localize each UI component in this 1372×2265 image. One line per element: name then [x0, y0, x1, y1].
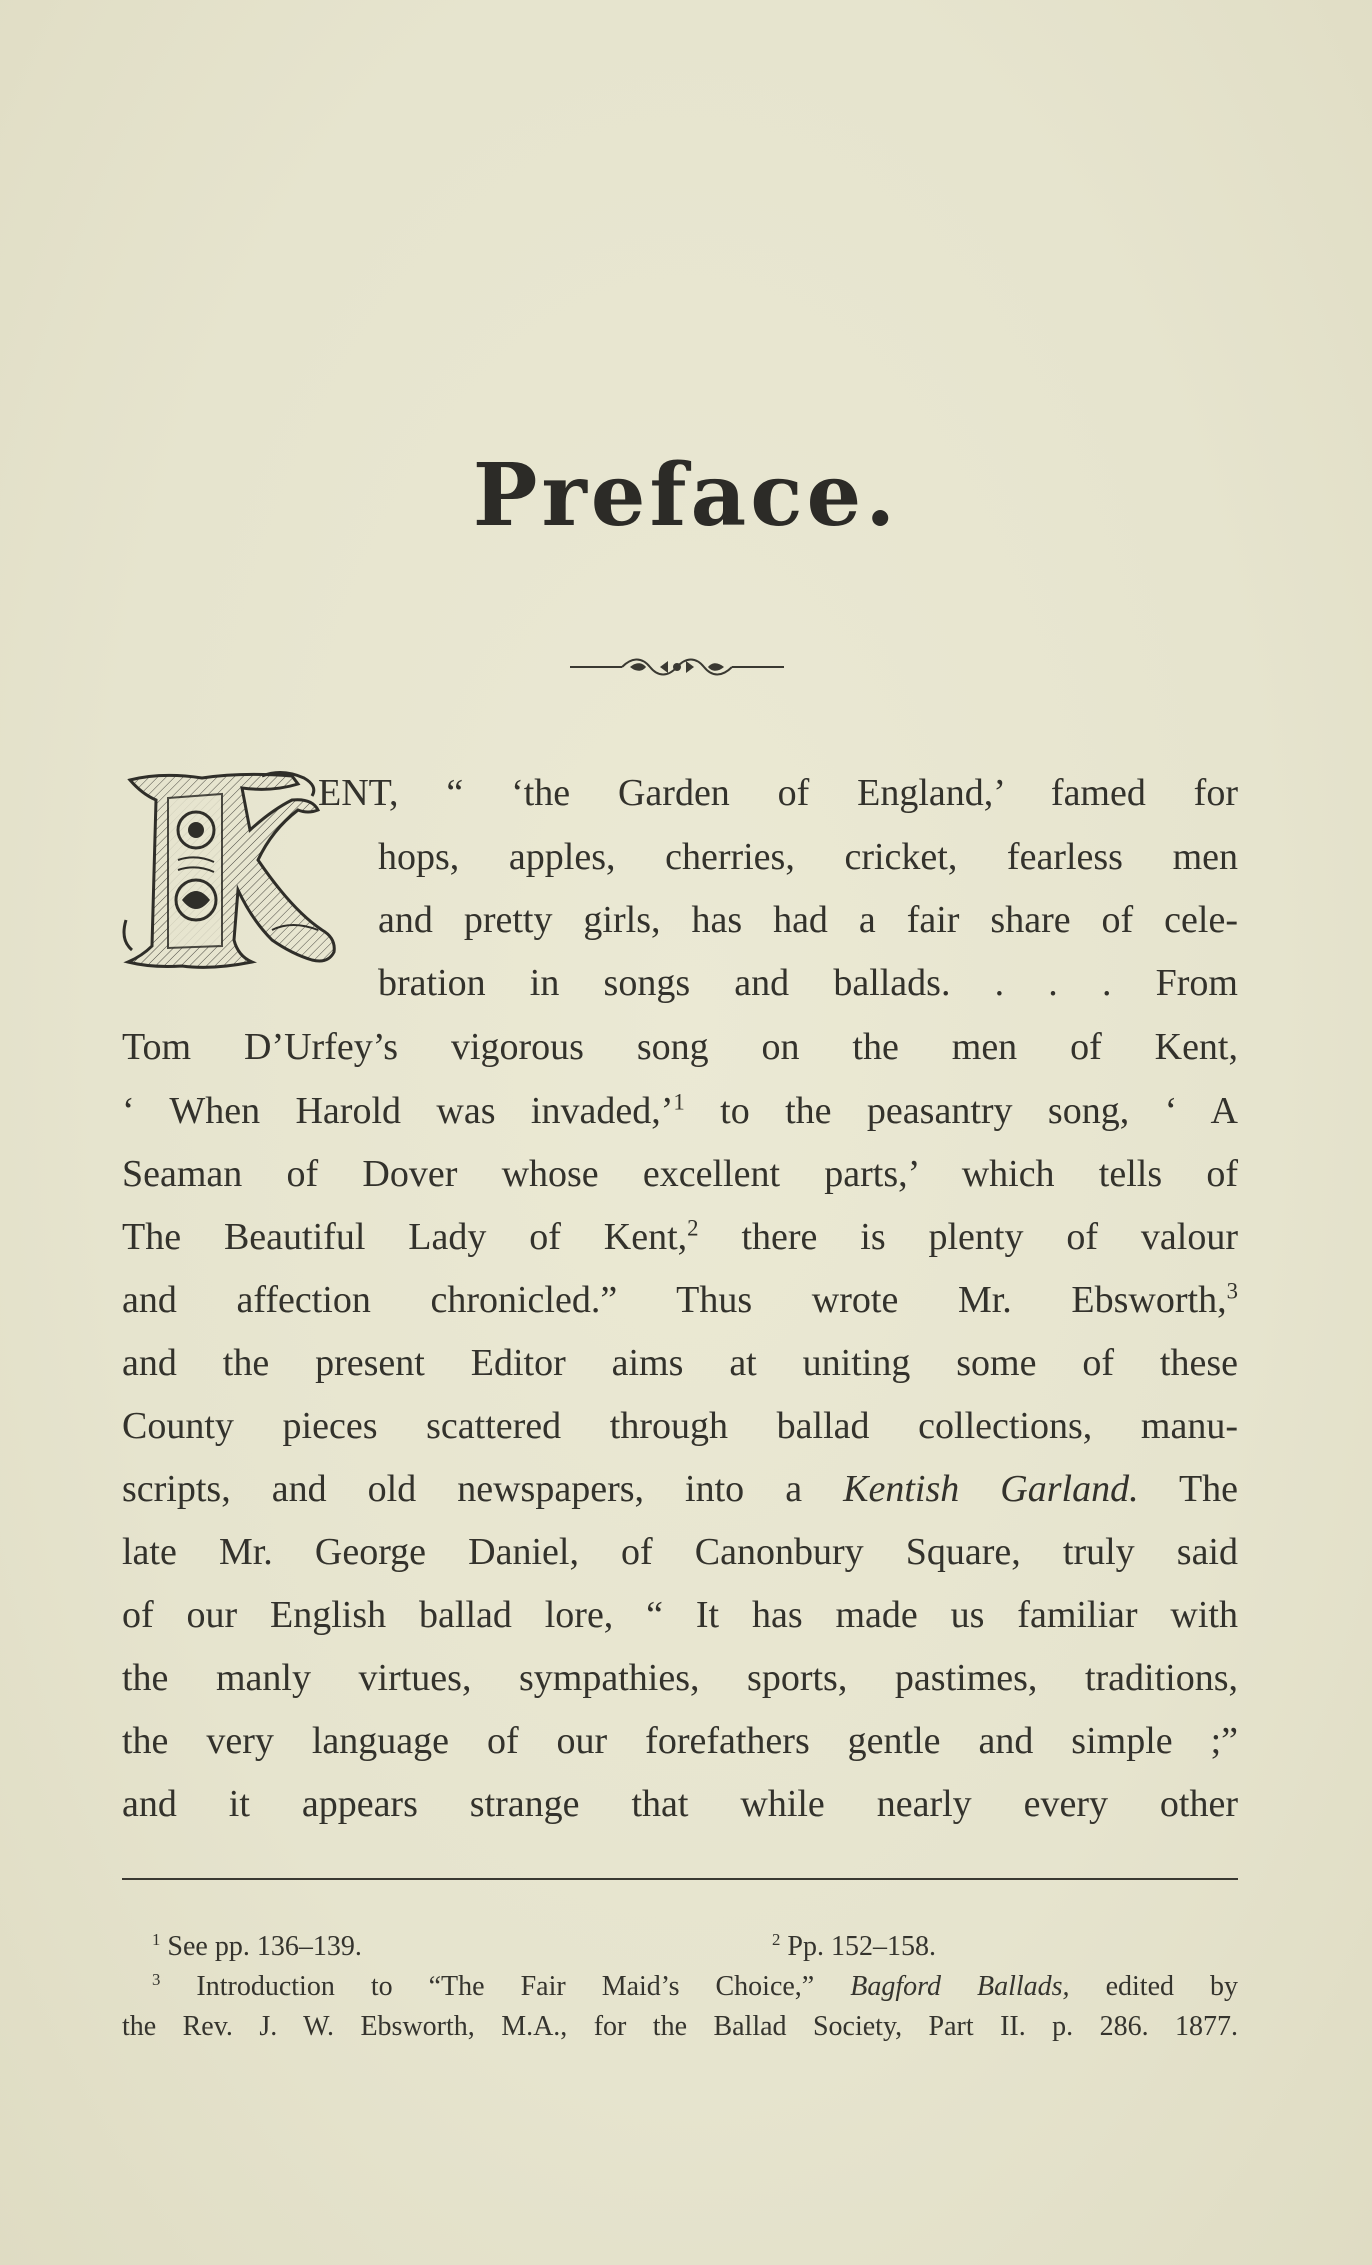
text-line: hops, apples, cherries, cricket, fearless men: [378, 836, 1238, 878]
footnote-text: edited by: [1105, 1971, 1239, 2002]
text-segment: and affection chronicled.” Thus wrote Mr. Ebsworth,: [122, 1279, 1227, 1321]
footnote-3: [152, 1968, 1238, 2006]
text-segment: there is plenty of valour: [741, 1216, 1238, 1258]
footnote-mark: 3: [152, 1969, 161, 1989]
footnote-2: [772, 1928, 936, 1966]
text-line: [122, 1464, 1238, 1514]
flourish-ornament: [570, 652, 784, 682]
text-segment: The Beautiful Lady of Kent,: [122, 1216, 688, 1258]
text-line: bration in songs and ballads. . . . From: [378, 962, 1238, 1004]
text-line: late Mr. George Daniel, of Canonbury Square, truly said: [122, 1531, 1238, 1573]
footnote-text: Introduction to “The Fair Maid’s Choice,”: [196, 1971, 815, 2002]
italic-title: Kentish Garland.: [843, 1468, 1139, 1510]
footnote-ref: 1: [673, 1089, 685, 1115]
text-segment: ‘ When Harold was invaded,’: [122, 1090, 674, 1132]
text-line: the manly virtues, sympathies, sports, pastimes, traditions,: [122, 1657, 1238, 1699]
text-line: and it appears strange that while nearly every other: [122, 1783, 1238, 1825]
footnote-ref: 2: [687, 1215, 699, 1241]
footnote-text: Pp. 152–158.: [787, 1931, 936, 1962]
text-line: [122, 1086, 1238, 1136]
footnote-ref: 3: [1226, 1278, 1238, 1304]
footnote-1: [152, 1928, 362, 1966]
dropcap-k: [122, 770, 338, 980]
text-segment: scripts, and old newspapers, into a: [122, 1468, 803, 1510]
footnote-mark: 1: [152, 1929, 161, 1949]
text-line: and the present Editor aims at uniting some of these: [122, 1342, 1238, 1384]
text-line: of our English ballad lore, “ It has made us familiar with: [122, 1594, 1238, 1636]
text-segment: to the peasantry song, ‘ A: [720, 1090, 1239, 1132]
text-line: Seaman of Dover whose excellent parts,’ which tells of: [122, 1153, 1238, 1195]
text-line: County pieces scattered through ballad collections, manu-: [122, 1405, 1238, 1447]
text-line: Tom D’Urfey’s vigorous song on the men of Kent,: [122, 1026, 1238, 1068]
footnote-divider: [122, 1878, 1238, 1880]
text-line: and pretty girls, has had a fair share of cele-: [378, 899, 1238, 941]
text-line: [122, 1212, 1238, 1262]
text-line: ENT, “ ‘the Garden of England,’ famed for: [318, 772, 1238, 814]
footnote-mark: 2: [772, 1929, 781, 1949]
text-line: the very language of our forefathers gentle and simple ;”: [122, 1720, 1238, 1762]
footnote-text: See pp. 136–139.: [167, 1931, 362, 1962]
footnote-italic: Bagford Ballads,: [850, 1971, 1070, 2002]
text-segment: The: [1178, 1468, 1239, 1510]
page-title: Preface.: [472, 445, 900, 546]
footnote-3-continued: the Rev. J. W. Ebsworth, M.A., for the Ballad Society, Part II. p. 286. 1877.: [122, 2011, 1238, 2042]
text-line: [122, 1275, 1238, 1325]
